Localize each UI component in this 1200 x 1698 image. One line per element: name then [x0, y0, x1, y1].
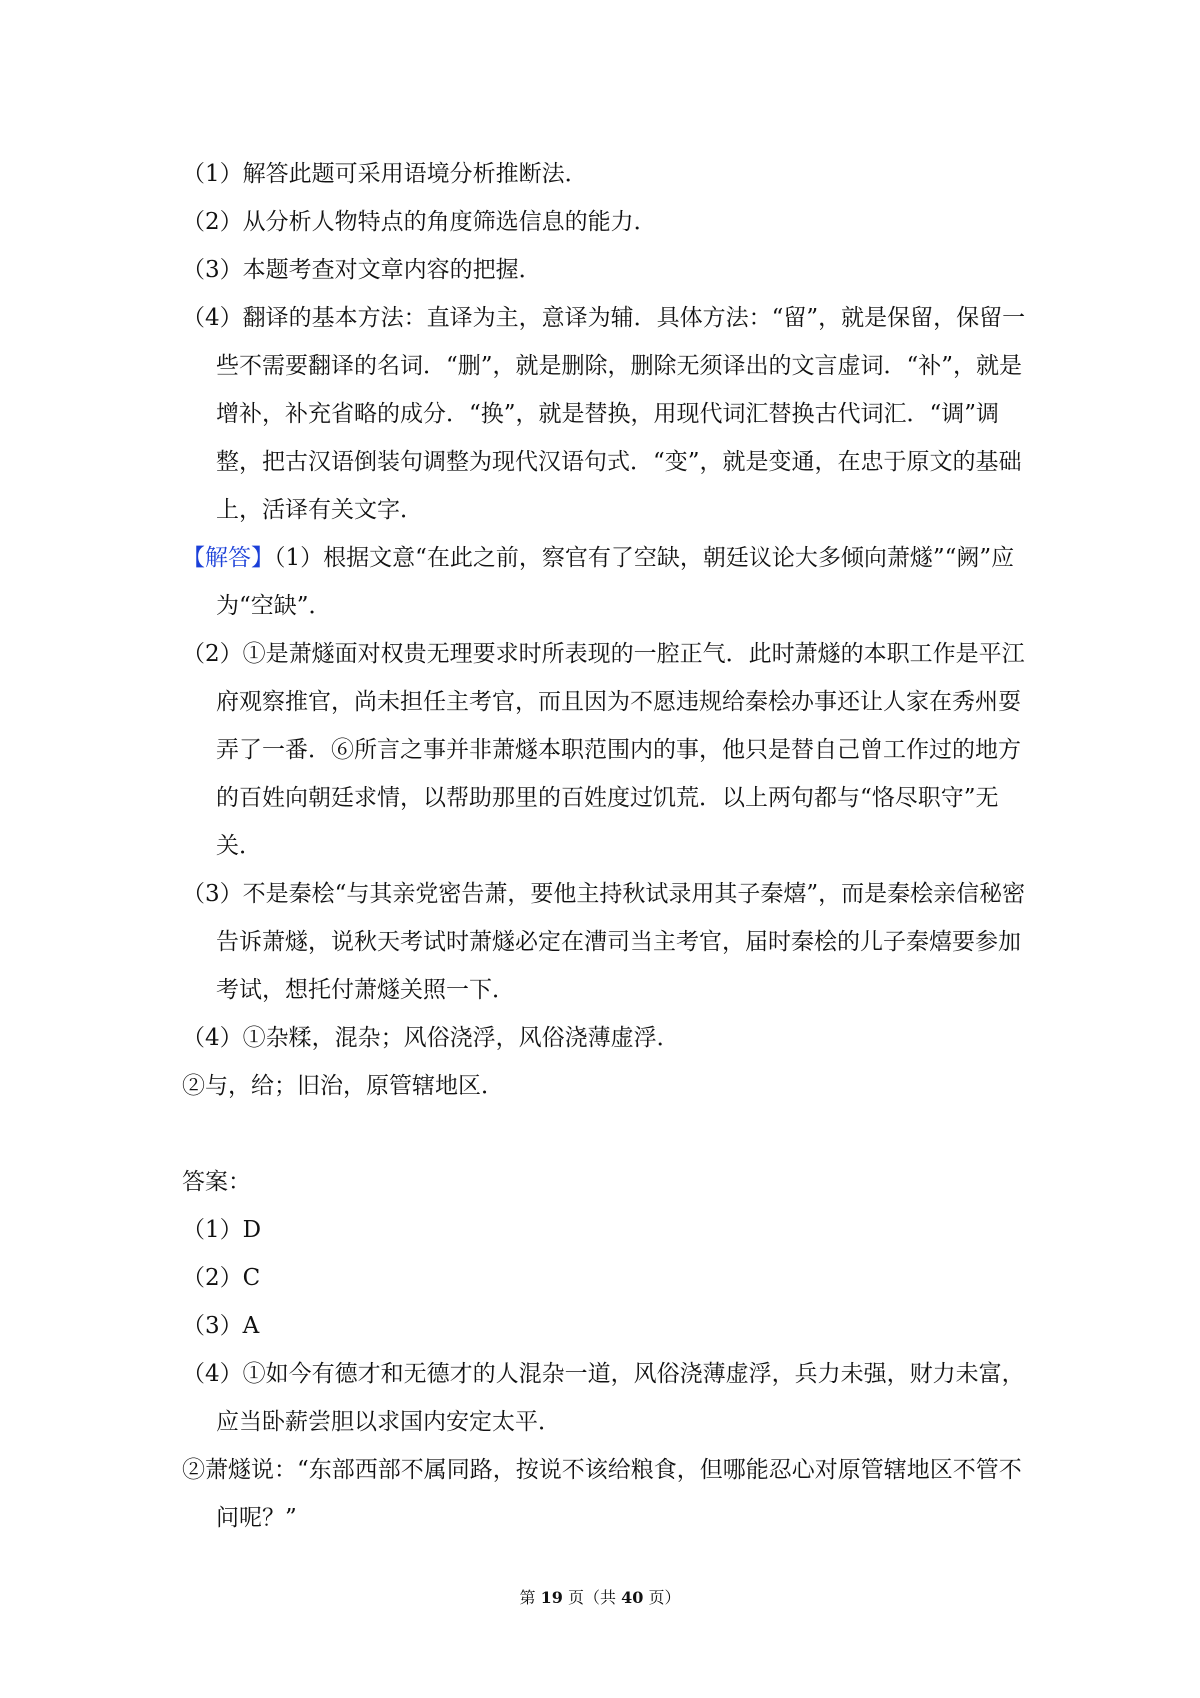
page-footer [0, 1586, 1200, 1610]
analysis-item-3: （3）本题考查对文章内容的把握． [182, 257, 542, 283]
answer-item-4b: ②萧燧说：“东部西部不属同路，按说不该给粮食，但哪能忍心对原管辖地区不管不问呢？” [182, 1457, 1022, 1531]
analysis-item-4: （4）翻译的基本方法：直译为主，意译为辅．具体方法：“留”，就是保留，保留一些不需要翻译的名词．“删”，就是删除，删除无须译出的文言虚词．“补”，就是增补，补充省略的成分．“换”，就是替换，用现代词汇替换古代词汇．“调”调整，把古汉语倒装句调整为现代汉语句式．“变”，就是变通，在忠于原文的基础上，活译有关文字． [182, 305, 1026, 523]
analysis-item-2: （2）从分析人物特点的角度筛选信息的能力． [182, 209, 657, 235]
footer-middle: 页（共 [567, 1588, 616, 1607]
section-spacer [182, 1110, 1032, 1158]
solution-item-3: （3）不是秦桧“与其亲党密告萧，要他主持秋试录用其子秦熺”，而是秦桧亲信秘密告诉萧燧，说秋天考试时萧燧必定在漕司当主考官，届时秦桧的儿子秦熺要参加考试，想托付萧燧关照一下． [182, 881, 1026, 1003]
solution-item-2: （2）①是萧燧面对权贵无理要求时所表现的一腔正气．此时萧燧的本职工作是平江府观察推官，尚未担任主考官，而且因为不愿违规给秦桧办事还让人家在秀州耍弄了一番．⑥所言之事并非萧燧本职范围内的事，他只是替自己曾工作过的地方的百姓向朝廷求情，以帮助那里的百姓度过饥荒．以上两句都与“恪尽职守”无关． [182, 641, 1025, 859]
footer-suffix: 页） [648, 1588, 681, 1607]
answers-heading: 答案： [182, 1169, 251, 1195]
answer-item-3: （3）A [182, 1313, 260, 1339]
answer-item-2: （2）C [182, 1265, 261, 1291]
solution-item-1-text: （1）根据文意“在此之前，察官有了空缺，朝廷议论大多倾向萧燧”“阙”应为“空缺”． [216, 545, 1015, 619]
solution-tag: 【解答】 [182, 545, 274, 571]
page-content [182, 150, 1032, 1542]
footer-page-number: 19 [540, 1588, 563, 1607]
footer-prefix: 第 [519, 1588, 536, 1607]
answer-item-1: （1）D [182, 1217, 262, 1243]
analysis-item-1: （1）解答此题可采用语境分析推断法． [182, 161, 588, 187]
solution-item-4b: ②与，给；旧治，原管辖地区． [182, 1073, 504, 1099]
answer-item-4: （4）①如今有德才和无德才的人混杂一道，风俗浇薄虚浮，兵力未强，财力未富，应当卧薪尝胆以求国内安定太平． [182, 1361, 1025, 1435]
footer-total-pages: 40 [621, 1588, 644, 1607]
solution-item-4: （4）①杂糅，混杂；风俗浇浮，风俗浇薄虚浮． [182, 1025, 680, 1051]
solution-item-1 [182, 534, 1032, 630]
